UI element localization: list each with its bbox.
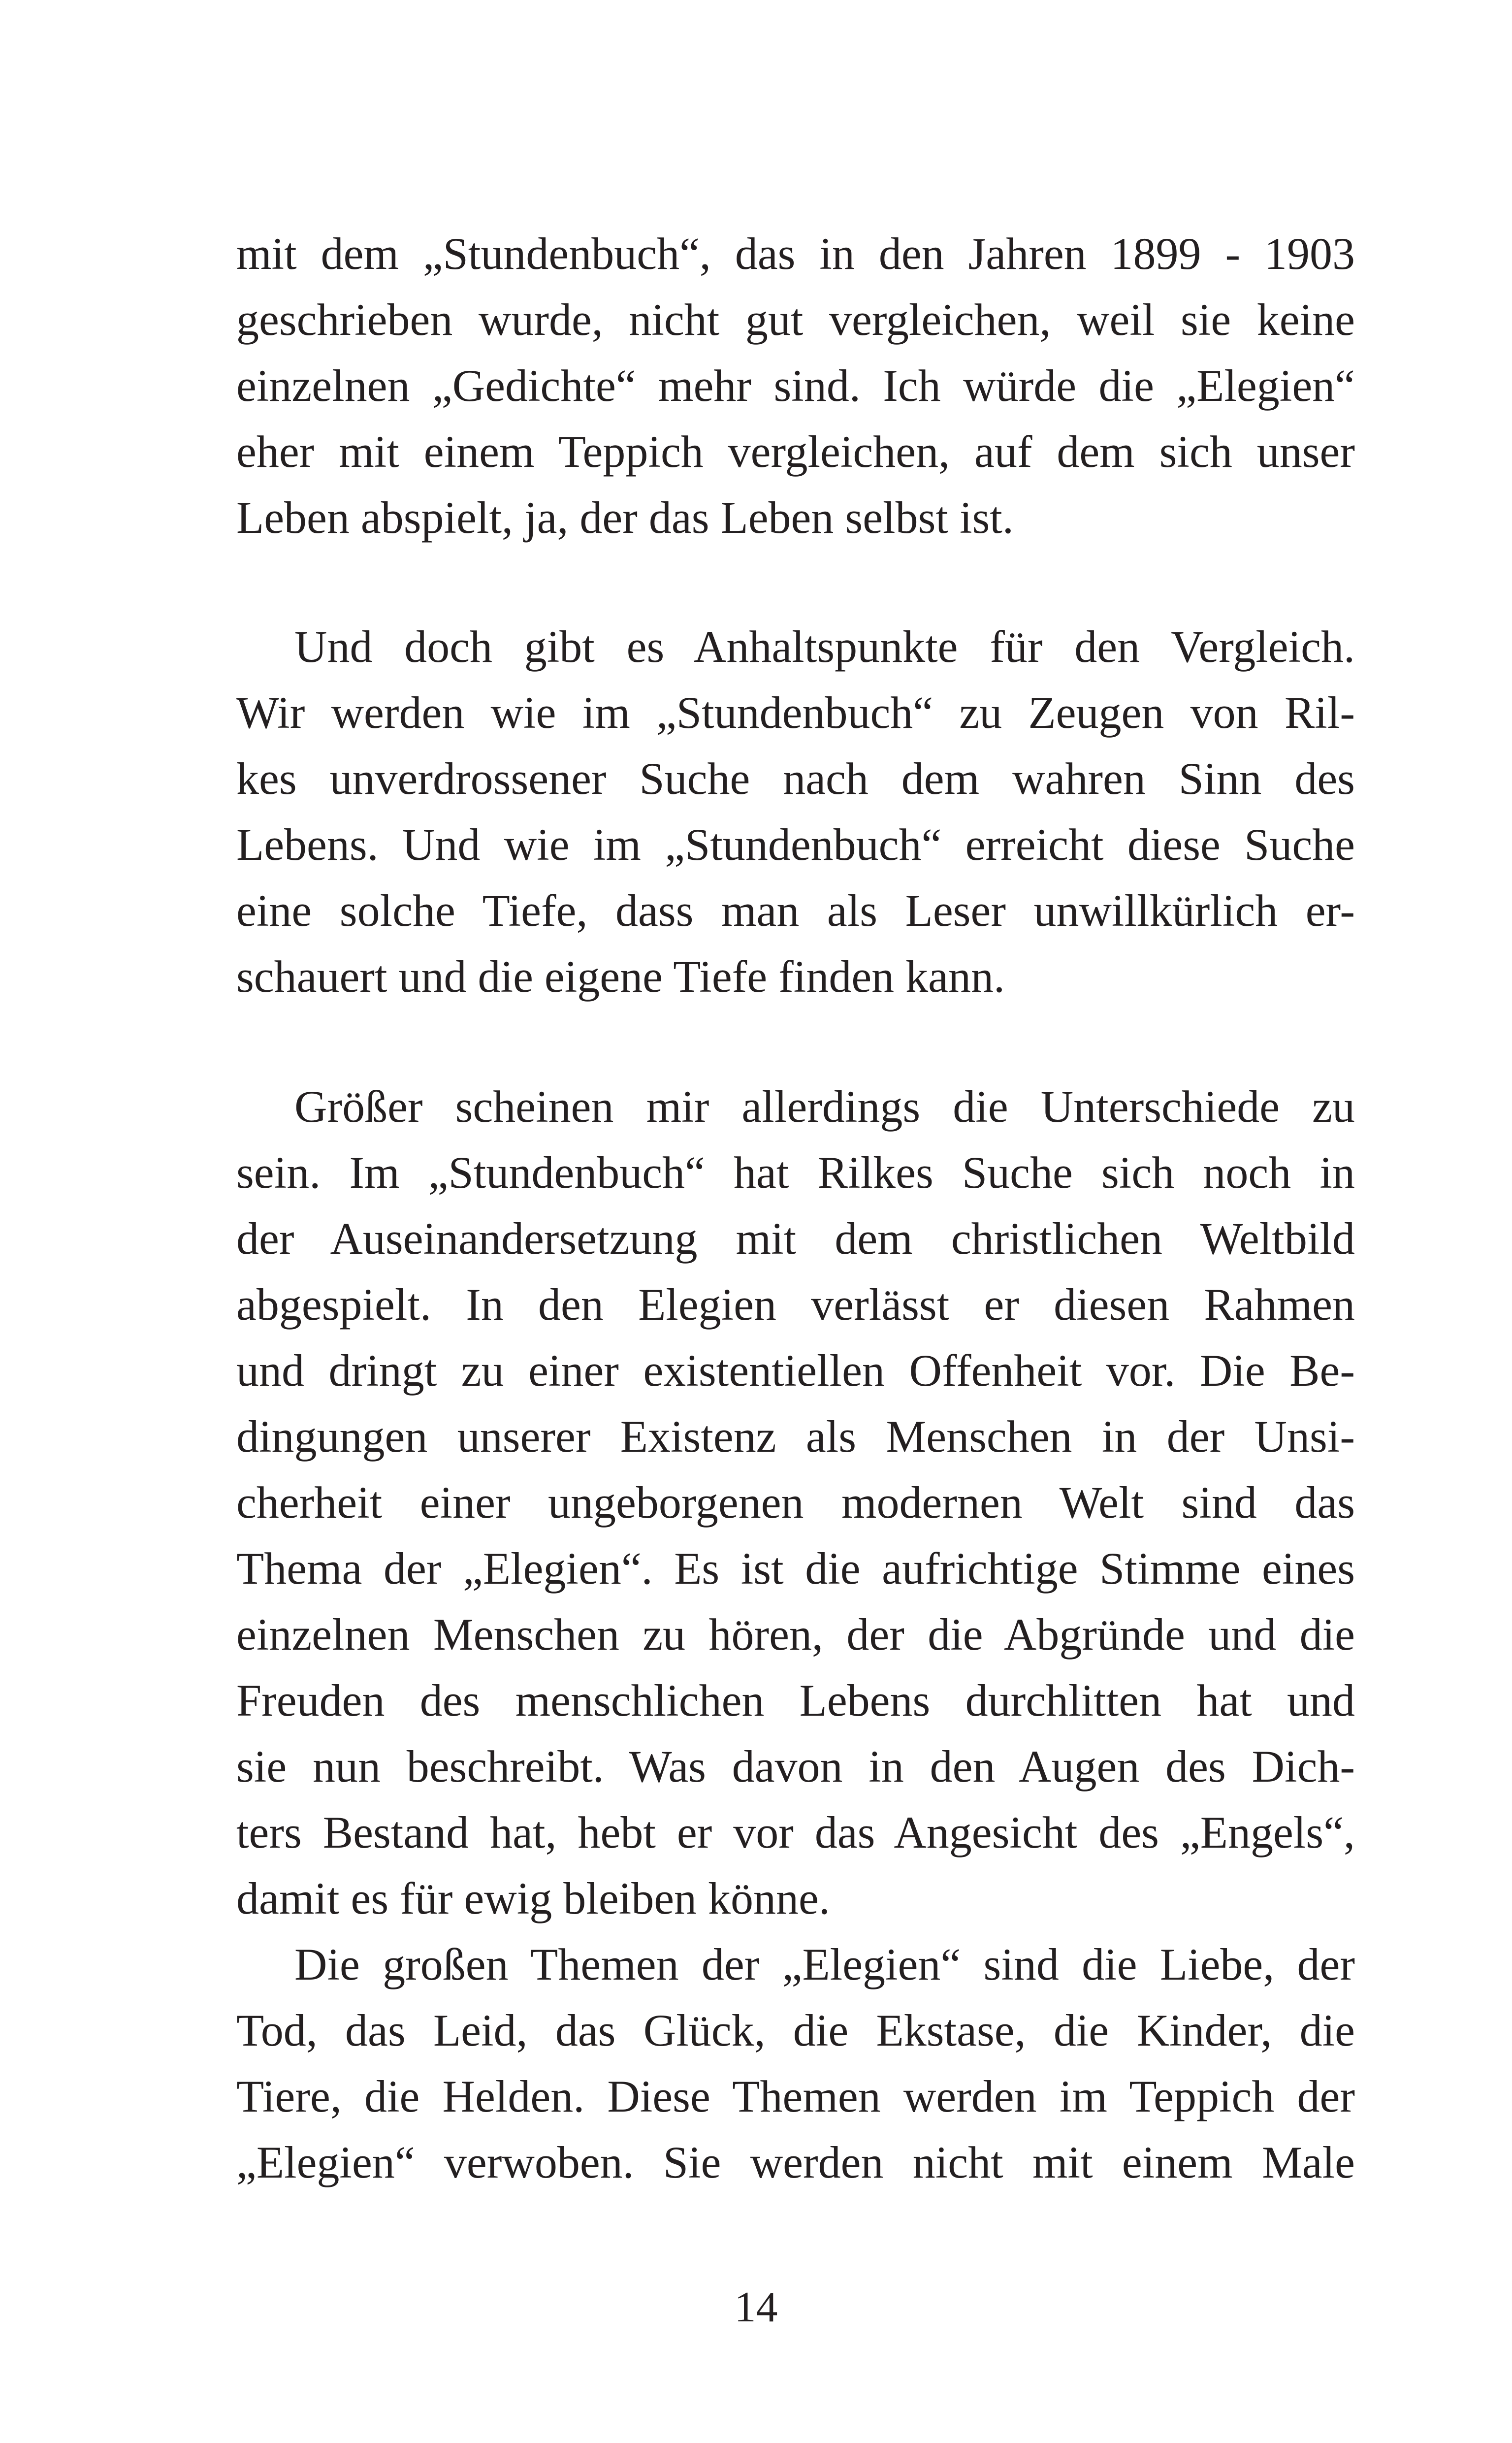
text-line: Die großen Themen der „Elegien“ sind die Liebe, der bbox=[294, 1939, 1355, 1989]
text-line: eine solche Tiefe, dass man als Leser unwillkürlich er- bbox=[236, 885, 1355, 936]
text-line: eher mit einem Teppich vergleichen, auf dem sich unser bbox=[236, 426, 1355, 477]
text-line: Wir werden wie im „Stundenbuch“ zu Zeugen von Ril- bbox=[236, 687, 1355, 738]
text-line: einzelnen „Gedichte“ mehr sind. Ich würde die „Elegien“ bbox=[236, 360, 1355, 411]
text-line: geschrieben wurde, nicht gut vergleichen, weil sie keine bbox=[236, 294, 1355, 345]
text-line: Thema der „Elegien“. Es ist die aufrichtige Stimme eines bbox=[236, 1543, 1355, 1594]
text-line: mit dem „Stundenbuch“, das in den Jahren 1899 - 1903 bbox=[236, 228, 1355, 279]
paragraph-2 bbox=[236, 614, 1355, 1010]
paragraph-1 bbox=[236, 221, 1355, 551]
text-line: sie nun beschreibt. Was davon in den Augen des Dich- bbox=[236, 1741, 1355, 1792]
page-number: 14 bbox=[734, 2283, 778, 2331]
text-line: abgespielt. In den Elegien verlässt er diesen Rahmen bbox=[236, 1279, 1355, 1330]
text-line: „Elegien“ verwoben. Sie werden nicht mit einem Male bbox=[236, 2137, 1355, 2187]
text-line: Tod, das Leid, das Glück, die Ekstase, die Kinder, die bbox=[236, 2005, 1355, 2055]
paragraph-3 bbox=[236, 1074, 1355, 1931]
text-line: Freuden des menschlichen Lebens durchlitten hat und bbox=[236, 1675, 1355, 1726]
text-line: einzelnen Menschen zu hören, der die Abgründe und die bbox=[236, 1609, 1355, 1660]
text-line: damit es für ewig bleiben könne. bbox=[236, 1873, 830, 1923]
text-line: Tiere, die Helden. Diese Themen werden im Teppich der bbox=[236, 2071, 1355, 2121]
text-line: Größer scheinen mir allerdings die Unterschiede zu bbox=[294, 1081, 1355, 1132]
text-line: Leben abspielt, ja, der das Leben selbst ist. bbox=[236, 492, 1014, 543]
text-line: kes unverdrossener Suche nach dem wahren Sinn des bbox=[236, 753, 1355, 804]
text-line: schauert und die eigene Tiefe finden kann. bbox=[236, 951, 1005, 1002]
text-line: dingungen unserer Existenz als Menschen in der Unsi- bbox=[236, 1411, 1355, 1462]
text-line: sein. Im „Stundenbuch“ hat Rilkes Suche sich noch in bbox=[236, 1147, 1355, 1198]
text-line: ters Bestand hat, hebt er vor das Angesicht des „Engels“, bbox=[236, 1807, 1355, 1857]
text-line: und dringt zu einer existentiellen Offenheit vor. Die Be- bbox=[236, 1345, 1355, 1396]
text-line: Und doch gibt es Anhaltspunkte für den Vergleich. bbox=[294, 621, 1355, 672]
text-line: der Auseinandersetzung mit dem christlichen Weltbild bbox=[236, 1213, 1355, 1264]
paragraph-4 bbox=[236, 1931, 1355, 2195]
text-line: cherheit einer ungeborgenen modernen Welt sind das bbox=[236, 1477, 1355, 1528]
text-line: Lebens. Und wie im „Stundenbuch“ erreicht diese Suche bbox=[236, 819, 1355, 870]
